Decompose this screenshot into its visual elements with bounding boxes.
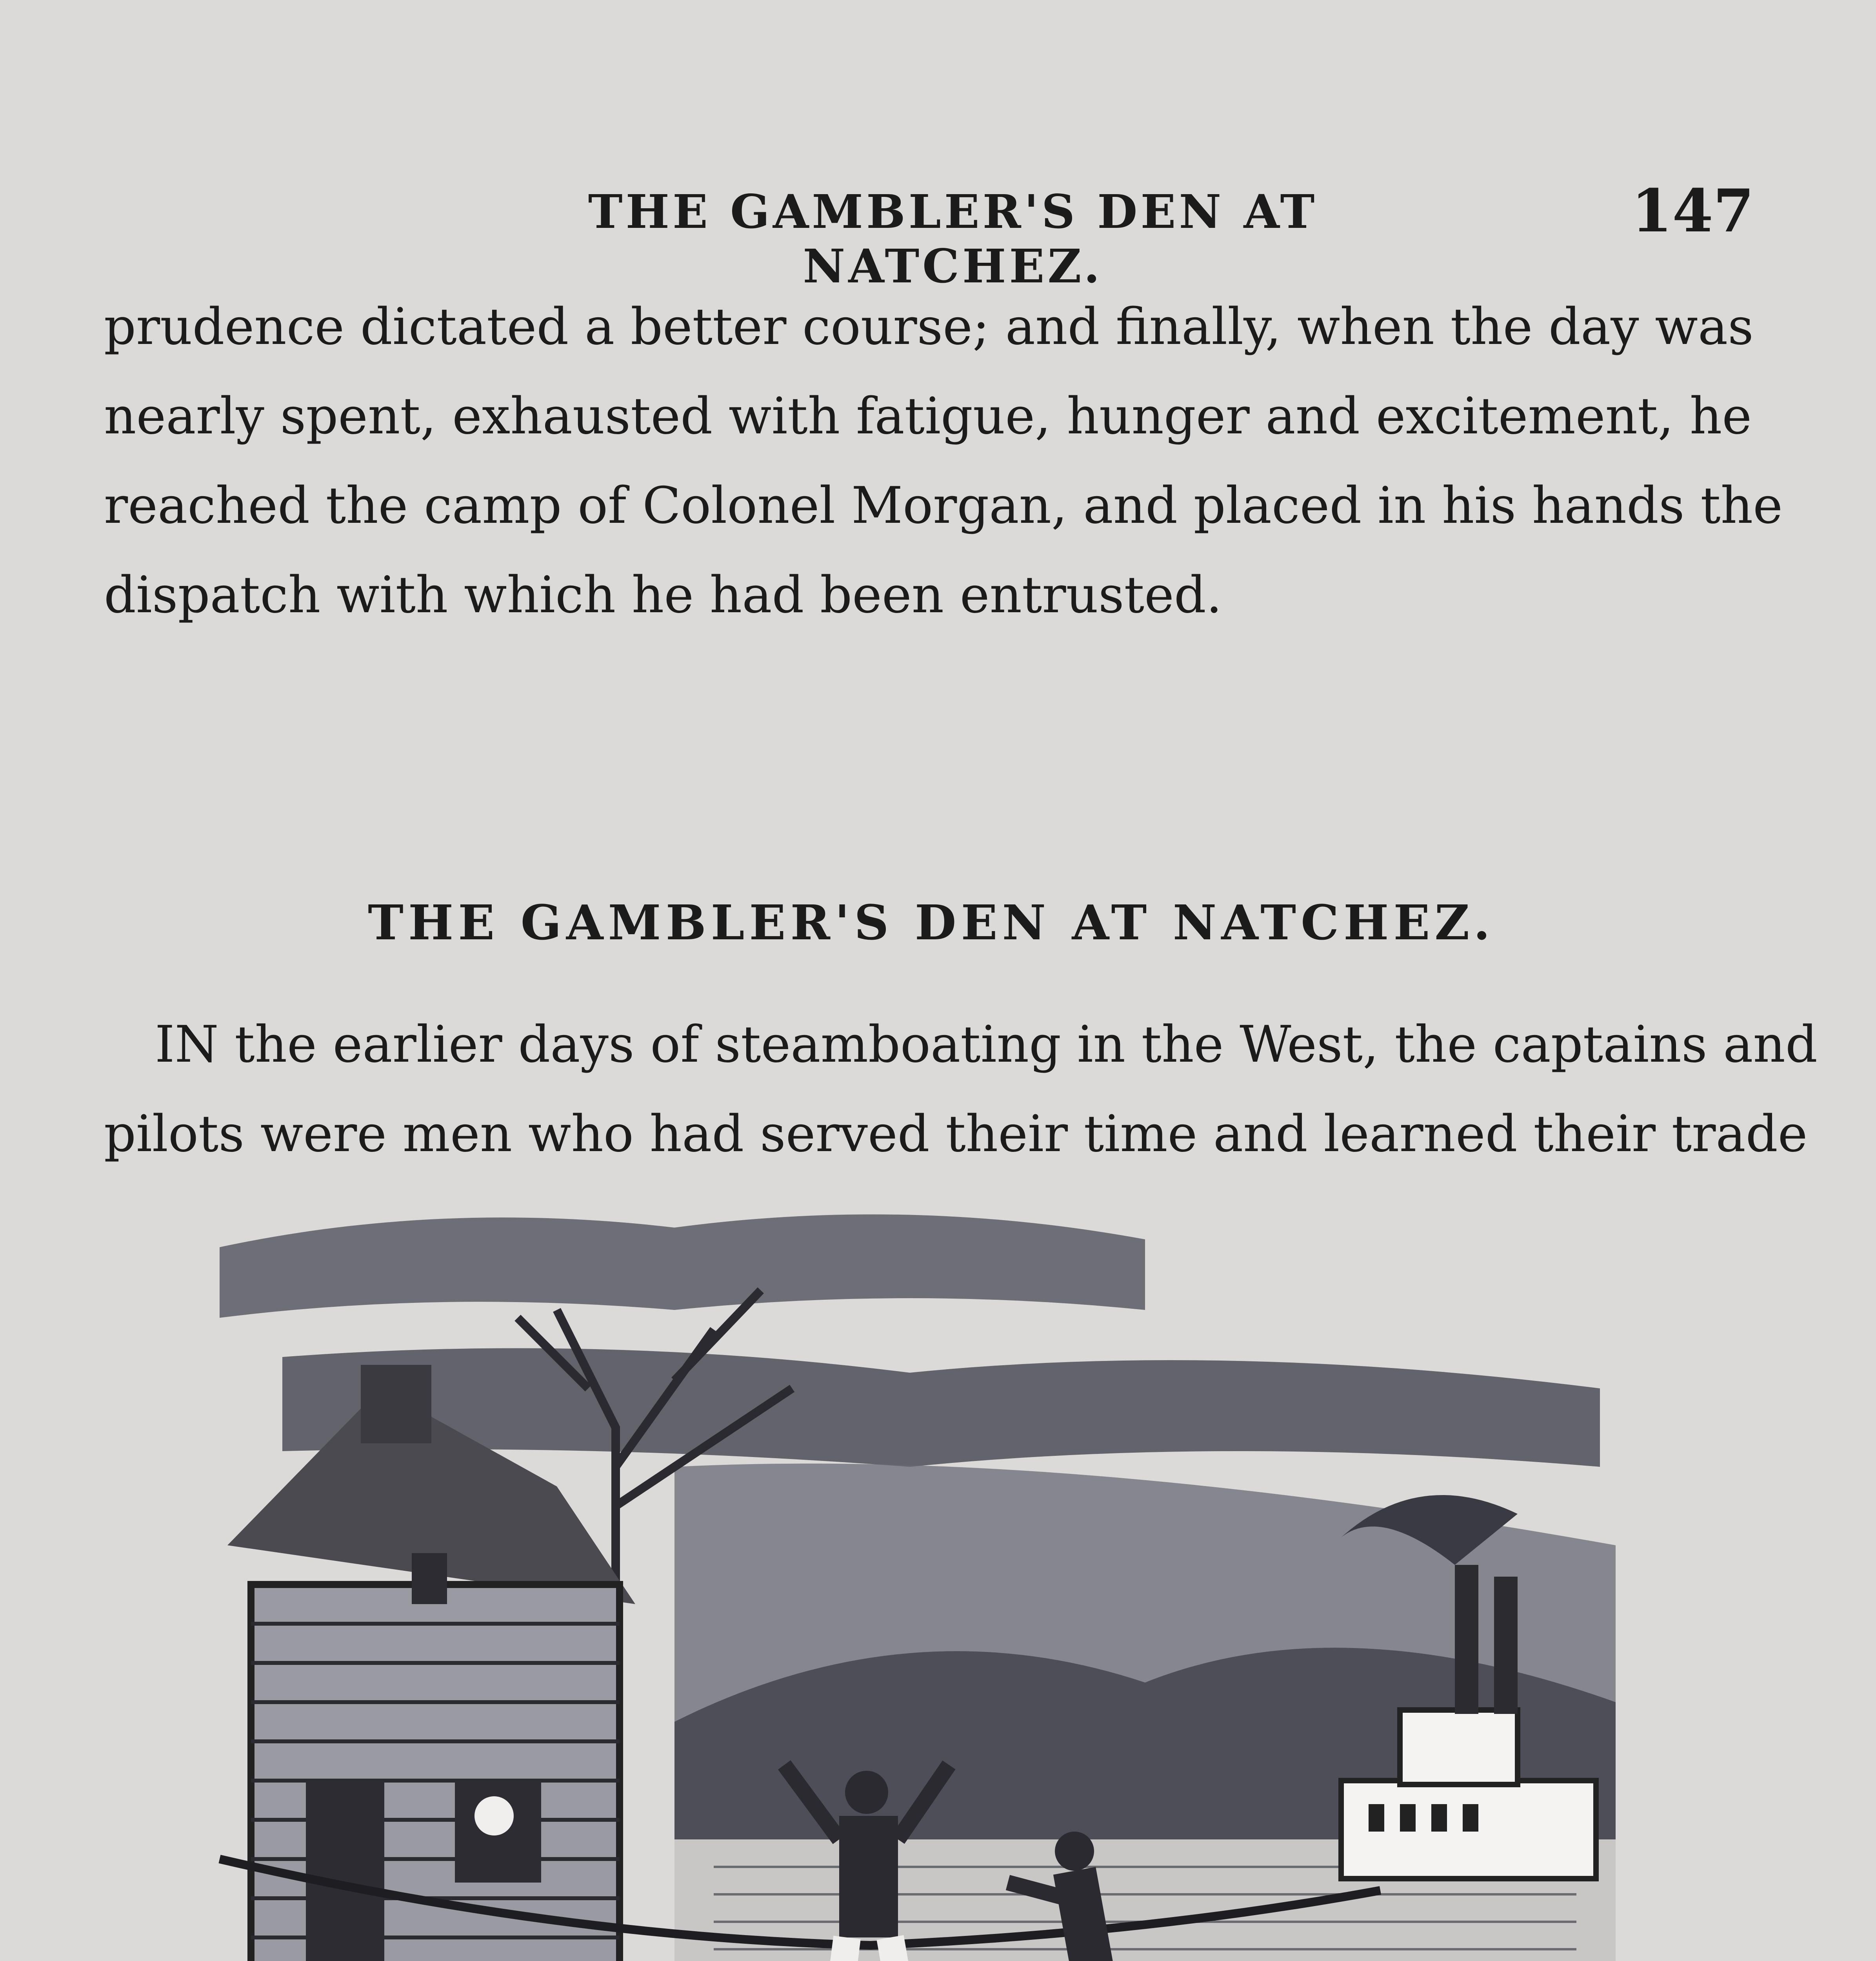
text-line: nearly spent, exhausted with fatigue, hunger and excitement, he [104, 387, 1752, 446]
text-line: reached the camp of Colonel Morgan, and placed in his hands the [104, 477, 1783, 535]
text-line: prudence dictated a better course; and finally, when the day was [104, 298, 1754, 356]
text-line: dispatch with which he had been entrusted. [104, 566, 1222, 624]
text-line: IN the earlier days of steamboating in the West, the captains and [155, 1015, 1818, 1074]
section-title: THE GAMBLER'S DEN AT NATCHEZ. [368, 894, 1495, 951]
engraving-illustration [204, 1192, 1631, 1961]
page-number: 147 [1631, 176, 1754, 246]
text-line: pilots were men who had served their time and learned their trade [104, 1105, 1808, 1163]
opening-paragraph [104, 282, 1783, 640]
running-title: THE GAMBLER'S DEN AT NATCHEZ. [588, 184, 1318, 293]
section-intro [104, 1000, 1818, 1179]
